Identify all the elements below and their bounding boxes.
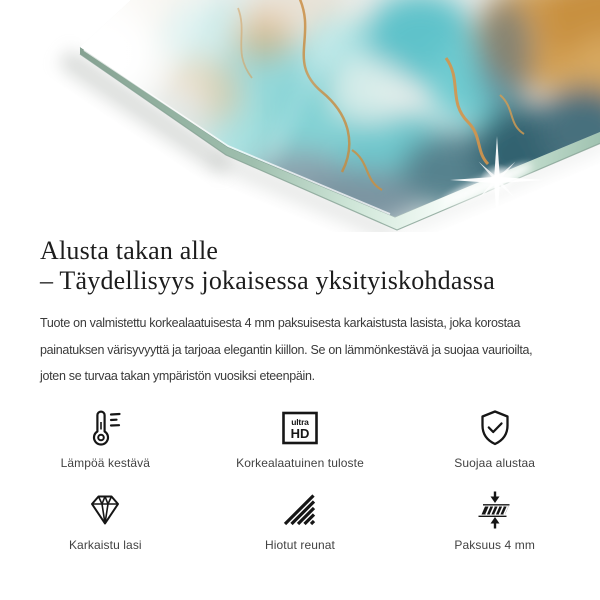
ultra-hd-icon-text-hd: HD: [290, 425, 310, 441]
feature-thickness: [397, 488, 592, 552]
section-description: Tuote on valmistettu korkealaatuisesta 4 mm paksuisesta karkaistusta lasista, joka korostaa painatuksen värisyvyyttä ja tarjoaa elegantin kiillon. Se on lämmönkestävä ja suojaa vaurioilta, joten se turvaa takan ympäristön vuosiksi eteenpäin.: [40, 316, 533, 383]
feature-label: Korkealaatuinen tuloste: [236, 455, 364, 470]
heading-line-2: – Täydellisyys jokaisessa yksityiskohdassa: [40, 266, 495, 295]
product-image: [0, 0, 600, 232]
feature-label: Karkaistu lasi: [68, 537, 142, 552]
shield-check-icon: [475, 406, 515, 448]
ultra-hd-icon-text-ultra: ultra: [291, 416, 309, 427]
feature-print-quality: [203, 406, 398, 470]
diamond-icon: [85, 488, 125, 530]
feature-label: Hiotut reunat: [264, 537, 335, 552]
heading-line-1: Alusta takan alle: [40, 236, 219, 265]
feature-label: Paksuus 4 mm: [454, 537, 535, 552]
feature-label: Suojaa alustaa: [454, 455, 536, 470]
thickness-icon: [475, 488, 515, 530]
feature-label: Lämpöä kestävä: [60, 455, 151, 470]
feature-tempered-glass: [8, 488, 203, 552]
feature-polished-edges: [203, 488, 398, 552]
thermometer-icon: [85, 406, 125, 448]
feature-heat-resistant: [8, 406, 203, 470]
glass-panel-artwork: [0, 0, 600, 232]
features-grid: [8, 406, 592, 552]
polished-edges-icon: [280, 488, 320, 530]
feature-protects-surface: [397, 406, 592, 470]
section-heading: [40, 236, 560, 296]
ultra-hd-icon: [280, 406, 320, 448]
